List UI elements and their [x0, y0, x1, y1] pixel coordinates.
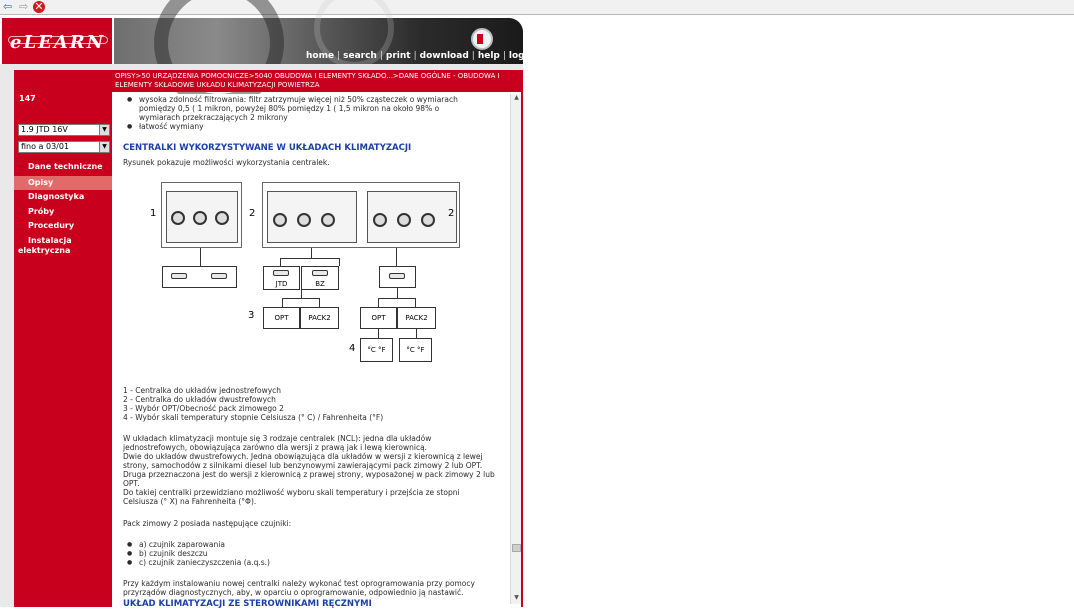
- nav-search-link[interactable]: search: [343, 51, 377, 61]
- knob-icon: [373, 213, 387, 227]
- nav-help-link[interactable]: help: [477, 51, 500, 61]
- legend-line: 4 - Wybór skali temperatury stopnie Celsiusza (° C) / Fahrenheita (°F): [123, 413, 384, 422]
- diagram-label-2: 2: [448, 208, 455, 219]
- chevron-down-icon[interactable]: ▼: [99, 142, 109, 152]
- connector-line: [282, 298, 320, 299]
- connector-line: [339, 258, 340, 266]
- connector-line: [319, 298, 320, 307]
- chevron-down-icon[interactable]: ▼: [99, 125, 109, 135]
- sidebar-item-diagnostyka[interactable]: Diagnostyka: [28, 192, 85, 201]
- knob-icon: [273, 213, 287, 227]
- sidebar-item-proby[interactable]: Próby: [28, 207, 55, 216]
- diagram-label-3: 3: [248, 310, 255, 321]
- mini-panel-icon: [273, 270, 289, 276]
- sidebar-item-dane-techniczne[interactable]: Dane techniczne: [28, 162, 103, 171]
- connector-line: [200, 248, 201, 266]
- mini-panel-icon: [171, 273, 187, 279]
- mini-panel-icon: [389, 273, 405, 279]
- connector-line: [378, 298, 379, 307]
- sidebar-item-instalacja-elektryczna[interactable]: Instalacja elektryczna: [18, 236, 72, 255]
- diagram-label-4: 4: [349, 343, 356, 354]
- connector-line: [378, 329, 379, 338]
- logo: eLEARN: [10, 32, 106, 53]
- connector-line: [416, 329, 417, 338]
- connector-line: [301, 290, 302, 298]
- pack-intro-text: Pack zimowy 2 posiada następujące czujniki:: [123, 519, 292, 528]
- nav-home-link[interactable]: home: [306, 51, 335, 61]
- diagram-label-1: 1: [150, 208, 157, 219]
- intro-text: Rysunek pokazuje możliwości wykorzystania centralek.: [123, 158, 330, 167]
- knob-icon: [397, 213, 411, 227]
- single-zone-variant: [162, 266, 237, 288]
- list-item: ● wysoka zdolność filtrowania: filtr zatrzymuje więcej niż 50% cząsteczek o wymiarach pomiędzy 0,5 ( 1 mikron, powyżej 80% pomiędzy 1 ( 1,5 mikron na około 98% o wymiarach przekraczających 2 mikrony: [139, 95, 469, 122]
- logo-area: [2, 18, 112, 64]
- arrow-left-icon[interactable]: ⇦: [3, 0, 13, 13]
- connector-line: [396, 248, 397, 266]
- description-paragraph: Do takiej centralki przewidziano możliwość wyboru skali temperatury i przejścia ze stopni Celsiusza (° X) na Fahrenheita (°Φ).: [123, 488, 460, 506]
- scroll-up-icon[interactable]: ▲: [514, 94, 519, 101]
- pack2-box: PACK2: [300, 307, 339, 329]
- rhd-variant-box: [379, 266, 416, 288]
- connector-line: [378, 298, 416, 299]
- connector-line: [415, 298, 416, 307]
- knob-icon: [171, 211, 185, 225]
- breadcrumb[interactable]: OPISY>50 URZĄDZENIA POMOCNICZE>5040 OBUDOWA I ELEMENTY SKŁADO...>DANE OGÓLNE - OBUDOWA I ELEMENTY SKŁADOWE UKŁADU KLIMATYZACJI POWIETRZA: [112, 70, 523, 92]
- nav-separator: |: [471, 51, 475, 61]
- knob-icon: [297, 213, 311, 227]
- scroll-down-icon[interactable]: ▼: [514, 594, 519, 601]
- mini-panel-icon: [312, 270, 328, 276]
- knob-icon: [421, 213, 435, 227]
- top-navigation: [306, 51, 542, 61]
- connector-line: [311, 248, 312, 258]
- temperature-scale-box: °C °F: [360, 338, 393, 362]
- section-heading: UKŁAD KLIMATYZACJI ZE STEROWNIKAMI RĘCZNYMI: [123, 599, 372, 609]
- engine-select-value: 1.9 JTD 16V: [21, 125, 68, 134]
- knob-icon: [193, 211, 207, 225]
- elearn-app: [0, 16, 542, 609]
- pack2-box: PACK2: [397, 307, 436, 329]
- jtd-label: JTD: [275, 280, 288, 288]
- connector-line: [397, 288, 398, 298]
- section-heading: CENTRALKI WYKORZYSTYWANE W UKŁADACH KLIMATYZACJI: [123, 143, 412, 153]
- list-item: ● a) czujnik zaparowania: [139, 540, 225, 549]
- bz-variant-box: [301, 266, 339, 290]
- legend-line: 3 - Wybór OPT/Obecność pack zimowego 2: [123, 404, 284, 413]
- legend-line: 2 - Centralka do układów dwustrefowych: [123, 395, 276, 404]
- nav-logout-link[interactable]: logout: [508, 51, 542, 61]
- nav-download-link[interactable]: download: [419, 51, 469, 61]
- nav-separator: |: [337, 51, 341, 61]
- sidebar: [14, 70, 112, 607]
- date-select-value: fino a 03/01: [21, 142, 70, 151]
- bz-label: BZ: [315, 280, 325, 288]
- date-select[interactable]: [18, 141, 110, 153]
- list-item: ● b) czujnik deszczu: [139, 549, 208, 558]
- main-content: [112, 94, 510, 609]
- connector-line: [280, 258, 340, 259]
- sidebar-top: [14, 70, 112, 92]
- dual-zone-panel: [262, 182, 460, 248]
- description-paragraph: W układach klimatyzacji montuje się 3 rodzaje centralek (NCL): jedna dla układów jednostrefowych, obowiązująca zarówno dla wersji z prawą jak i lewą kierownicą.: [123, 434, 432, 452]
- sidebar-item-opisy[interactable]: Opisy: [14, 176, 112, 190]
- mini-panel-icon: [211, 273, 227, 279]
- nav-print-link[interactable]: print: [385, 51, 411, 61]
- description-paragraph: Druga przeznaczona jest do wersji z kierownicą z prawej strony, wyposażonej w pack zimowy 2 lub OPT.: [123, 470, 495, 488]
- arrow-right-icon[interactable]: ⇨: [19, 0, 29, 13]
- nav-separator: |: [502, 51, 506, 61]
- opt-box: OPT: [360, 307, 397, 329]
- single-zone-control-unit: [161, 182, 242, 248]
- engine-select[interactable]: [18, 124, 110, 136]
- left-margin: [0, 70, 14, 607]
- final-paragraph: Przy każdym instalowaniu nowej centralki należy wykonać test oprogramowania przy pomocy przyrządów diagnostycznych, aby, w oparciu o oprogramowanie, odpowiednio ją nastawić.: [123, 579, 475, 597]
- nav-separator: |: [413, 51, 417, 61]
- knob-icon: [215, 211, 229, 225]
- diagram-label-2: 2: [249, 208, 256, 219]
- jtd-variant-box: [263, 266, 300, 290]
- nav-separator: |: [379, 51, 383, 61]
- knob-icon: [321, 213, 335, 227]
- list-item: ● łatwość wymiany: [139, 122, 469, 131]
- scroll-thumb[interactable]: [512, 544, 521, 552]
- climate-control-diagram: [150, 182, 454, 374]
- connector-line: [282, 298, 283, 307]
- model-label: 147: [19, 94, 36, 103]
- sidebar-item-procedury[interactable]: Procedury: [28, 221, 75, 230]
- stop-icon[interactable]: ✕: [34, 0, 44, 13]
- right-border: [521, 70, 523, 607]
- opt-box: OPT: [263, 307, 300, 329]
- description-paragraph: Dwie do układów dwustrefowych. Jedna obowiązująca dla układów w wersji z kierownicą z lewej strony, samochodów z silnikami diesel lub benzynowymi zawierającymi pack zimowy 2 lub OPT.: [123, 452, 483, 470]
- brand-emblem-icon: [471, 28, 493, 50]
- list-item: ● c) czujnik zanieczyszczenia (a.q.s.): [139, 558, 270, 567]
- connector-line: [280, 258, 281, 266]
- legend-line: 1 - Centralka do układów jednostrefowych: [123, 386, 282, 395]
- temperature-scale-box: °C °F: [399, 338, 432, 362]
